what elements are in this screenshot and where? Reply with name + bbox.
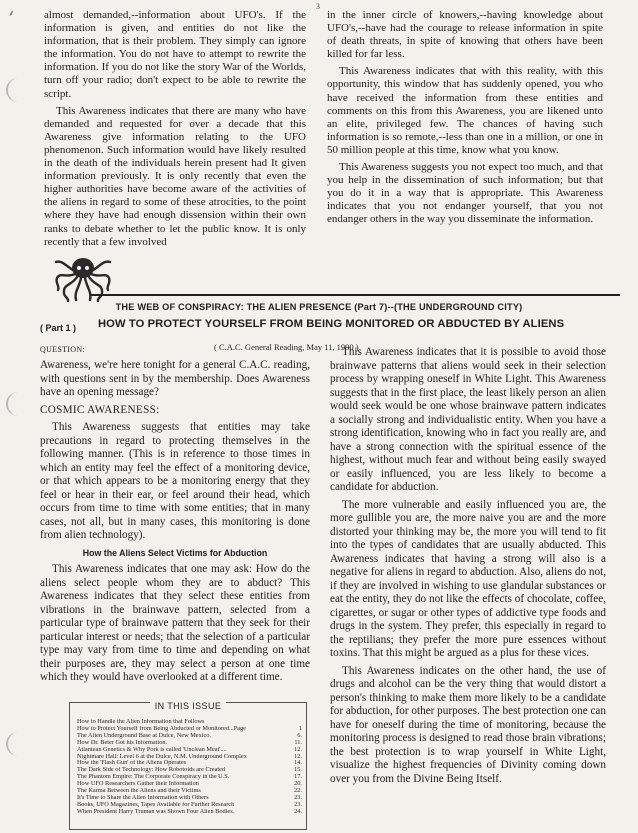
paragraph: This Awareness indicates that with this reality, with this opportunity, this window that has suddenly opened, you who have received the information from these entities and comments on this from this Awareness, you are likened unto an elite, privileged few. The chances of having such information is so remote,--less than one in a million, or one in 50 million people at this time, know what you know. — [327, 65, 603, 156]
toc-entry-page: 15. — [294, 766, 302, 774]
toc-entry — [77, 774, 302, 781]
main-right-column — [330, 346, 606, 790]
toc-entry-page: 11. — [294, 738, 302, 746]
punch-hole-mark — [6, 392, 30, 416]
toc-entry-page: 14. — [294, 759, 302, 767]
toc-entry-page: 6. — [297, 731, 302, 739]
toc-entry-title: Nightmare Hall: Level 6 at the Dulce, N.M. Underground Complex — [77, 753, 247, 760]
part-label: ( Part 1 ) — [40, 323, 77, 333]
toc-entry — [77, 719, 302, 726]
in-this-issue-box — [69, 702, 307, 830]
toc-entry — [77, 726, 302, 733]
toc-entry-title: The Karma Between the Aliens and their Victims — [77, 788, 201, 795]
paragraph: This Awareness indicates on the other hand, the use of drugs and alcohol can be the very thing that would distort a person's thinking to make them more likely to be a candidate for abduction, for other purposes. The best protection one can have for oneself during the time of monitoring, because the monitoring process is designed to read those brain vibrations; the best protection is to wrap yourself in White Light, visualize the highest frequencies of Divinity coming down over you from the Divine Being Itself. — [330, 664, 606, 785]
paragraph: The more vulnerable and easily influenced you are, the more gullible you are, the more naive you are and the more distorted your thinking may be, the more you will tend to fit into the types of candidates that are usually abducted. This Awareness indicates that having a strong will also is a negative for aliens in regard to abduction. Also, aliens do not, if they are involved in wishing to use glandular substances or eat the entity, they do not like the effects of chocolate, coffee, cigarettes, or sugar or other types of addictive type foods and drugs in the system. They prefer, this especially in regard to the reptilians; they prefer the more pure essences without toxins. That this might be argued as a plus for these vices. — [330, 498, 606, 659]
toc-entry-title: The Phantom Empire: The Corporate Conspiracy in the U.S. — [77, 774, 230, 781]
toc-entry-page: 23. — [294, 793, 302, 801]
toc-entry-title: How UFO Researchers Gather their Information — [77, 781, 199, 788]
toc-entry — [77, 760, 302, 767]
paragraph: in the inner circle of knowers,--having knowledge about UFO's,--have had the courage to release information in spite of death threats, in spite of knowing that others have been killed for far less. — [327, 9, 603, 61]
top-left-column — [44, 9, 306, 253]
toc-entry-page: 22. — [294, 787, 302, 795]
session-reference: ( C.A.C. General Reading, May 11, 1990 ) — [214, 342, 359, 352]
paragraph: This Awareness suggests you not expect too much, and that you help in the dissemination of such information; but that you do it in a way that is appropriate. This Awareness indicates that you not endanger yourself, that you not endanger others in the way you disseminate the information. — [327, 161, 603, 226]
toc-entry-title: How Dr. Beter Got his Information. — [77, 739, 168, 746]
speaker-heading: COSMIC AWARENESS: — [40, 403, 160, 416]
paragraph: This Awareness indicates that there are many who have demanded and requested for over a decade that this Awareness give information relating to the UFO phenomenon. Such information would have likely resulted in the death of the individuals herein present had It given information previously. It is only recently that even the higher authorities have become aware of the activities of the aliens in regard to some of these atrocities, to the point where they have had enough dissension within their own ranks to debate whether to let the public know. It is only recently that a few involved — [44, 104, 306, 248]
toc-entry-title: Books, UFO Magazines, Tapes Available for Further Research — [77, 801, 235, 808]
section-subheading: How the Aliens Select Victims for Abduction — [82, 547, 268, 558]
paragraph: This Awareness indicates that one may ask: How do the aliens select people whom they are to abduct? This Awareness indicates that they select these entities from vibrations in the brainwave pattern, selected from a particular type of brainwave pattern that they seek for their particular interest or needs; that the selection of a particular type may vary from time to time and depending on what their purposes are, they may select a person at one time which they would have overlooked at a different time. — [40, 563, 310, 683]
toc-entry-title: Atlantean Genetics & Why Pork is called 'Unclean Meat'.... — [77, 746, 227, 753]
top-right-column — [327, 9, 603, 231]
toc-entry — [77, 747, 302, 754]
toc-entry — [77, 781, 302, 788]
series-title: THE WEB OF CONSPIRACY: THE ALIEN PRESENCE (Part 7)--(THE UNDERGROUND CITY) — [115, 302, 523, 312]
toc-entry — [77, 767, 302, 774]
toc-entry-page: 24. — [294, 807, 302, 815]
paragraph: This Awareness indicates that it is possible to avoid those brainwave patterns that aliens would seek in their selection process by wrapping oneself in White Light. This Awareness suggests that in the first place, the least likely person an alien would seek would be one whose brainwave pattern indicates a socially strong and individualistic entity. When you have a strong identification, knowing who in fact you really are, and have a strong connection with the spiritual essence of the highest, without much fear and without being easily swayed or easily influenced, you are less likely to become a candidate for abduction. — [330, 346, 606, 493]
punch-hole-mark — [6, 732, 30, 756]
article-headline: HOW TO PROTECT YOURSELF FROM BEING MONITORED OR ABDUCTED BY ALIENS — [98, 318, 565, 330]
toc-entry — [77, 754, 302, 761]
toc-entry — [77, 733, 302, 740]
toc-entry-title: It's Time to Share the Alien Information with Others — [77, 794, 209, 801]
question-text: Awareness, we're here tonight for a general C.A.C. reading, with questions sent in by the membership. Does Awareness have an opening message? — [40, 359, 310, 398]
paragraph: This Awareness suggests that entities may take precautions in regard to protecting themselves in the following manner. (This is in reference to those times in which an entity may feel the effect of a monitoring device, or that which appears to be a monitoring energy that they feel or hear in their ear, or feel around their head, which occurs from time to time with some entities; that in many cases, not all, but in many cases, this monitoring is done from alien technology). — [40, 421, 310, 541]
punch-hole-mark — [6, 78, 30, 102]
toc-entry — [77, 740, 302, 747]
table-of-contents — [77, 719, 302, 816]
toc-entry-page: 23. — [294, 800, 302, 808]
issue-box-title: IN THIS ISSUE — [150, 701, 227, 711]
toc-entry-title: How to Handle the Alien Information that Follows — [77, 719, 205, 725]
toc-entry — [77, 802, 302, 809]
toc-entry-page: 20. — [294, 780, 302, 788]
page-number: 3 — [316, 2, 320, 11]
toc-entry — [77, 788, 302, 795]
toc-entry — [77, 795, 302, 802]
toc-entry-page: 12. — [294, 752, 302, 760]
toc-entry-title: The Dark Side of Technology: How Robotoids are Created — [77, 767, 226, 774]
toc-entry-title: How the 'Flash Gun' of the Aliens Operates — [77, 760, 187, 767]
toc-entry-title: The Alien Underground Base at Dulce, New Mexico. — [77, 732, 212, 739]
toc-entry — [77, 809, 302, 816]
section-divider — [90, 294, 620, 296]
question-label: QUESTION: — [40, 345, 85, 354]
toc-entry-page: 17. — [294, 773, 302, 781]
main-left-column — [40, 359, 310, 689]
issue-box-title-wrap — [70, 696, 306, 714]
margin-mark: ⸙ — [8, 8, 15, 18]
toc-entry-page: 1 — [298, 724, 302, 732]
toc-entry-title: When President Harry Truman was Shown Four Alien Bodies. — [77, 808, 235, 815]
paragraph: almost demanded,--information about UFO's. If the information is given, and entities do not like the information, that is their problem. They simply can ignore the information. You do not have to attempt to rewrite the information. If you do not like the story War of the Worlds, turn off your radio; don't expect to be able to rewrite the script. — [44, 9, 306, 100]
toc-entry-page: 12. — [294, 745, 302, 753]
toc-entry-title: How to Protect Yourself from Being Abducted or Monitored...Page — [77, 725, 246, 732]
